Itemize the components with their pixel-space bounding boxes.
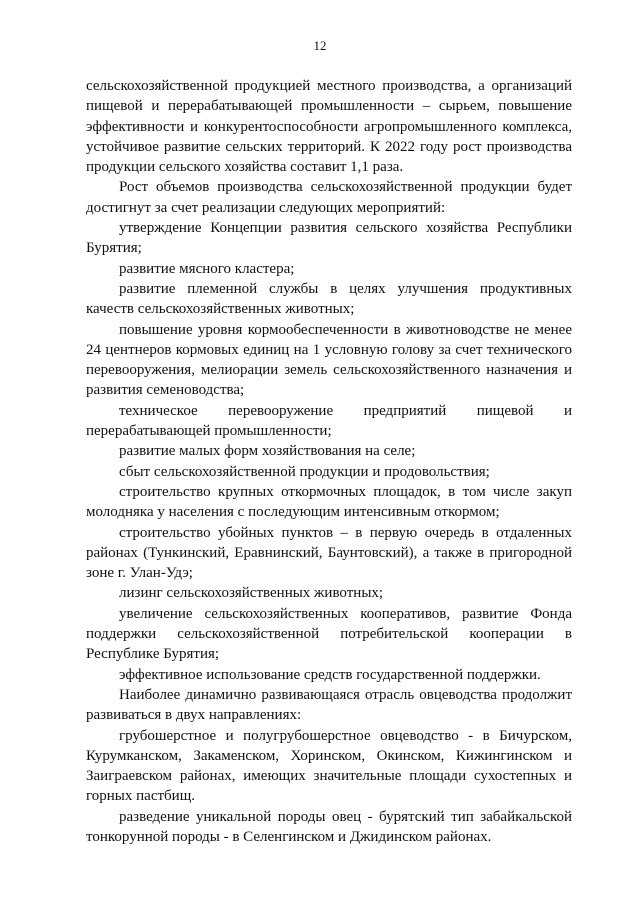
paragraph-7: техническое перевооружение предприятий пищевой и перерабатывающей промышленности; (86, 402, 572, 440)
paragraph-1: сельскохозяйственной продукцией местного производства, а организаций пищевой и перерабатывающей промышленности – сырьем, повышение эффективности и конкурентоспособности агропромышленного комплекса, устойчивое развитие сельских территорий. К 2022 году рост производства продукции сельского хозяйства составит 1,1 раза. (86, 78, 572, 176)
paragraph-15: Наиболее динамично развивающаяся отрасль овцеводства продолжит развиваться в двух направлениях: (86, 686, 572, 724)
document-body (86, 76, 572, 847)
paragraph-6: повышение уровня кормообеспеченности в животноводстве не менее 24 центнеров кормовых единиц на 1 условную голову за счет технического перевооружения, мелиорации земель сельскохозяйственного назначения и развития семеноводства; (86, 321, 572, 399)
paragraph-2: Рост объемов производства сельскохозяйственной продукции будет достигнут за счет реализации следующих мероприятий: (86, 179, 572, 216)
paragraph-9: сбыт сельскохозяйственной продукции и продовольствия; (119, 463, 490, 480)
paragraph-14: эффективное использование средств государственной поддержки. (119, 666, 541, 683)
page-number: 12 (313, 38, 327, 53)
paragraph-3: утверждение Концепции развития сельского хозяйства Республики Бурятия; (86, 220, 572, 257)
paragraph-11: строительство убойных пунктов – в первую очередь в отдаленных районах (Тункинский, Еравнинский, Баунтовский), а также в пригородной зоне г. Улан-Удэ; (86, 524, 572, 582)
paragraph-4: развитие мясного кластера; (119, 260, 295, 277)
paragraph-12: лизинг сельскохозяйственных животных; (119, 585, 384, 602)
paragraph-17: разведение уникальной породы овец - бурятский тип забайкальской тонкорунной породы - в Селенгинском и Джидинском районах. (86, 808, 572, 845)
paragraph-16: грубошерстное и полугрубошерстное овцеводство - в Бичурском, Курумканском, Закаменском, Хоринском, Окинском, Кижингинском и Заиграевском районах, имеющих значительные площади сухостепных и горных пастбищ. (86, 727, 572, 805)
paragraph-10: строительство крупных откормочных площадок, в том числе закуп молодняка у населения с последующим интенсивным откормом; (86, 483, 572, 521)
paragraph-8: развитие малых форм хозяйствования на селе; (119, 443, 416, 460)
paragraph-13: увеличение сельскохозяйственных кооперативов, развитие Фонда поддержки сельскохозяйственной потребительской кооперации в Республике Бурятия; (86, 605, 572, 663)
paragraph-5: развитие племенной службы в целях улучшения продуктивных качеств сельскохозяйственных животных; (86, 280, 572, 318)
